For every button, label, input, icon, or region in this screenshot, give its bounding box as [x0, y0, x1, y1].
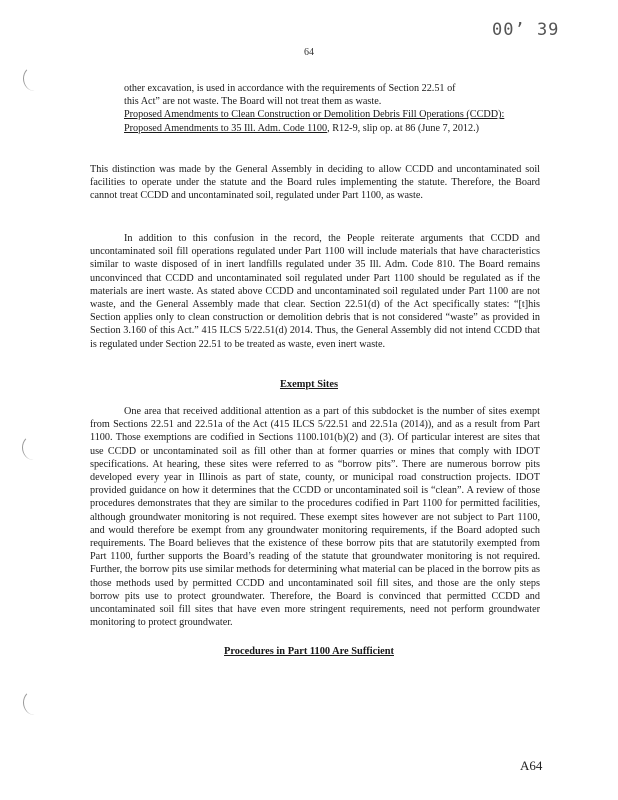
- punch-hole-mark: [23, 66, 46, 91]
- quote-line-1: other excavation, is used in accordance with the requirements of Section 22.51 of: [124, 83, 456, 94]
- paragraph-distinction: This distinction was made by the General Assembly in deciding to allow CCDD and uncontaminated soil facilities to operate under the statute and the Board rules implementing the statute. Therefore, the Board cannot treat CCDD and uncontaminated soil, regulated under Part 1100, as waste.: [90, 164, 540, 202]
- appendix-page-label: A64: [520, 758, 543, 773]
- paragraph-confusion: In addition to this confusion in the record, the People reiterate arguments that CCDD and uncontaminated soil fill operations regulated under Part 1100 will include materials that have characteristics similar to waste disposed of in inert landfills regulated under 35 Ill. Adm. Code 810. The Board remains unconvinced that CCDD and uncontaminated soil regulated under Part 1100 should be regulated as if the materials are inert waste. As stated above CCDD and uncontaminated soil regulated under Part 1100 are not waste, and the General Assembly made that clear. Section 22.51(d) of the Act specifically states: “[t]his Section applies only to clean construction or demolition debris that is not considered “waste” as provided in Section 3.160 of this Act.” 415 ILCS 5/22.51(d) 2014. Thus, the General Assembly did not intend CCDD that is regulated under Section 22.51 to be treated as waste, even inert waste.: [90, 233, 540, 350]
- section-heading-procedures: Procedures in Part 1100 Are Sufficient: [224, 646, 394, 657]
- citation-title: Proposed Amendments to Clean Construction or Demolition Debris Fill Operations (CCDD): Proposed Amendments to 35 Ill. Adm. Code 1100: [124, 109, 505, 134]
- punch-hole-mark: [22, 435, 45, 460]
- citation-rest: , R12-9, slip op. at 86 (June 7, 2012.): [327, 122, 480, 134]
- section-heading-exempt-sites: Exempt Sites: [279, 379, 338, 390]
- page-number: 64: [304, 47, 314, 58]
- paragraph-exempt-sites: One area that received additional attention as a part of this subdocket is the number of sites exempt from Sections 22.51 and 22.51a of the Act (415 ILCS 5/22.51 and 22.51a (2014)), and as a result from Part 1100. Those exemptions are codified in Sections 1100.101(b)(2) and (3). Of particular interest are sites that use CCDD or uncontaminated soil as fill other than at former quarries or mines that comply with IDOT specifications. At hearing, these sites were referred to as “borrow pits”. There are numerous borrow pits developed every year in Illinois as part of state, county, or municipal road construction projects. IDOT provided guidance on how it determines that the CCDD or uncontaminated soil is “clean”. A review of those procedures demonstrates that they are similar to the procedures codified in Part 1100 for permitted facilities, although groundwater monitoring is not required. These exempt sites however are not subject to Part 1100, and would therefore be exempt from any groundwater monitoring requirements, if the Board adopted such requirements. The Board believes that the existence of these borrow pits that are statutorily exempted from Part 1100, further supports the Board’s reading of the statute that groundwater monitoring is not required. Further, the borrow pits use similar methods for determining what material can be placed in the borrow pits as those methods used by permitted CCDD and uncontaminated soil fill sites, and those are the only steps borrow pits use to protect groundwater. Therefore, the Board is convinced that permitted CCDD and uncontaminated soil fill sites that have even more stringent requirements, need not perform groundwater monitoring to protect groundwater.: [90, 406, 540, 629]
- quote-line-2: this Act” are not waste. The Board will not treat them as waste.: [124, 96, 382, 108]
- bates-stamp: 00’ 39: [492, 20, 560, 40]
- punch-hole-mark: [23, 690, 46, 715]
- block-quote: [124, 82, 524, 135]
